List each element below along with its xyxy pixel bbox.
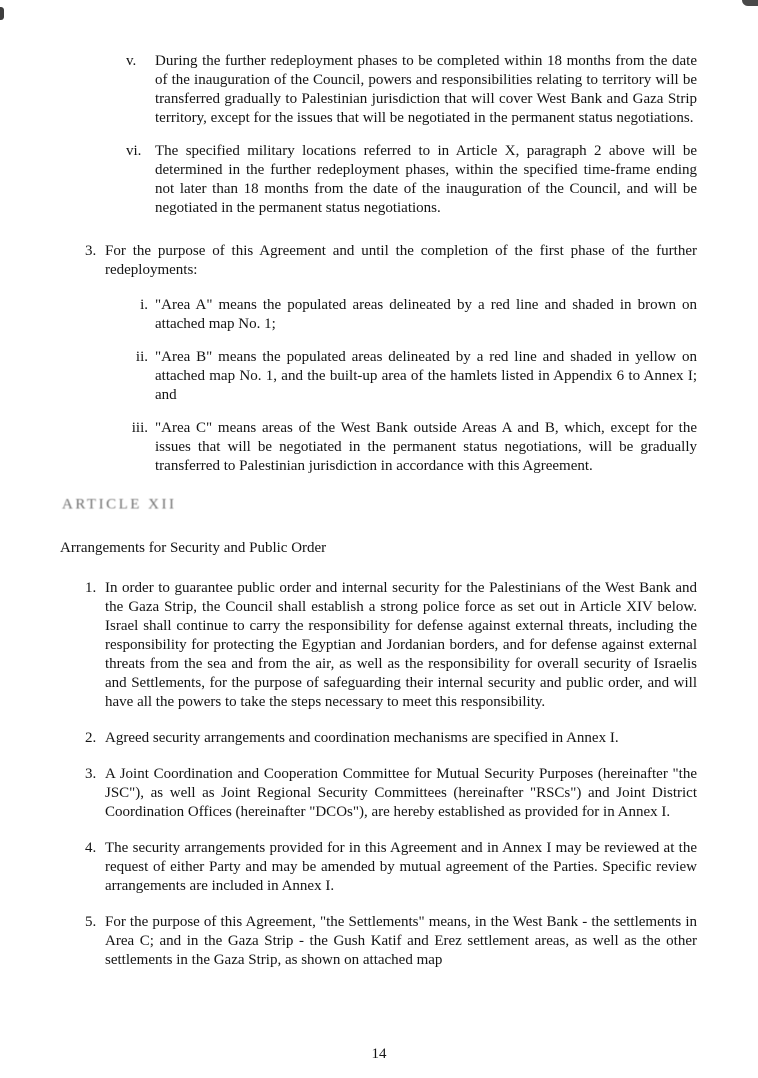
list-marker: vi. [126,143,142,159]
area-item-iii [60,419,697,476]
list-text: The security arrangements provided for in this Agreement and in Annex I may be reviewed at the request of either Party and may be amended by mutual agreement of the Parties. Specific review arrangements are included in Annex I. [105,840,697,894]
list-marker: i. [140,297,148,313]
security-item-1 [60,579,697,712]
list-text: For the purpose of this Agreement, "the Settlements" means, in the West Bank - the settlements in Area C; and in the Gaza Strip - the Gush Katif and Erez settlement areas, as well as the other settlements in the Gaza Strip, as shown on attached map [105,914,697,968]
list-text: "Area C" means areas of the West Bank outside Areas A and B, which, except for the issues that will be negotiated in the permanent status negotiations, will be gradually transferred to Palestinian jurisdiction in accordance with this Agreement. [155,420,697,474]
security-item-4 [60,839,697,896]
list-text: "Area B" means the populated areas delineated by a red line and shaded in yellow on attached map No. 1, and the built-up area of the hamlets listed in Appendix 6 to Annex I; and [155,349,697,403]
article-heading: ARTICLE XII [62,496,177,513]
list-marker: 2. [85,730,97,746]
security-item-5 [60,913,697,970]
list-item-3 [60,242,697,280]
list-marker: ii. [135,349,148,365]
scan-artifact-top-right [742,0,758,6]
list-text: Agreed security arrangements and coordination mechanisms are specified in Annex I. [105,730,619,746]
security-item-3 [60,765,697,822]
security-item-2 [60,729,697,748]
list-marker: 1. [85,580,97,596]
list-item-v [60,52,697,128]
list-marker: 4. [85,840,97,856]
area-item-ii [60,348,697,405]
list-text: During the further redeployment phases to be completed within 18 months from the date of the inauguration of the Council, powers and responsibilities relating to territory will be transferred gradually to Palestinian jurisdiction that will cover West Bank and Gaza Strip territory, except for the issues that will be negotiated in the permanent status negotiations. [155,53,697,126]
list-marker: v. [126,53,137,69]
list-text: In order to guarantee public order and internal security for the Palestinians of the West Bank and the Gaza Strip, the Council shall establish a strong police force as set out in Article XIV below. Israel shall continue to carry the responsibility for defense against external threats, including the responsibility for protecting the Egyptian and Jordanian borders, and for defense against external threats from the sea and from the air, as well as the responsibility for overall security of Israelis and Settlements, for the purpose of safeguarding their internal security and public order, and will have all the powers to take the steps necessary to meet this responsibility. [105,580,697,710]
list-text: "Area A" means the populated areas delineated by a red line and shaded in brown on attached map No. 1; [155,297,697,332]
list-marker: 3. [85,766,97,782]
scan-artifact-top-left [0,7,4,20]
list-marker: 5. [85,914,97,930]
list-text: The specified military locations referred to in Article X, paragraph 2 above will be determined in the further redeployment phases, within the specified time-frame ending not later than 18 months from the date of the inauguration of the Council, and will be negotiated in the permanent status negotiations. [155,143,697,216]
list-text: For the purpose of this Agreement and until the completion of the first phase of the further redeployments: [105,243,697,278]
list-item-vi [60,142,697,218]
list-text: A Joint Coordination and Cooperation Committee for Mutual Security Purposes (hereinafter "the JSC"), as well as Joint Regional Security Committees (hereinafter "RSCs") and Joint District Coordination Offices (hereinafter "DCOs"), are hereby established as provided for in Annex I. [105,766,697,820]
area-item-i [60,296,697,334]
page-number: 14 [371,1046,387,1062]
list-marker: 3. [85,243,97,259]
section-title: Arrangements for Security and Public Order [60,540,327,556]
list-marker: iii. [131,420,148,436]
